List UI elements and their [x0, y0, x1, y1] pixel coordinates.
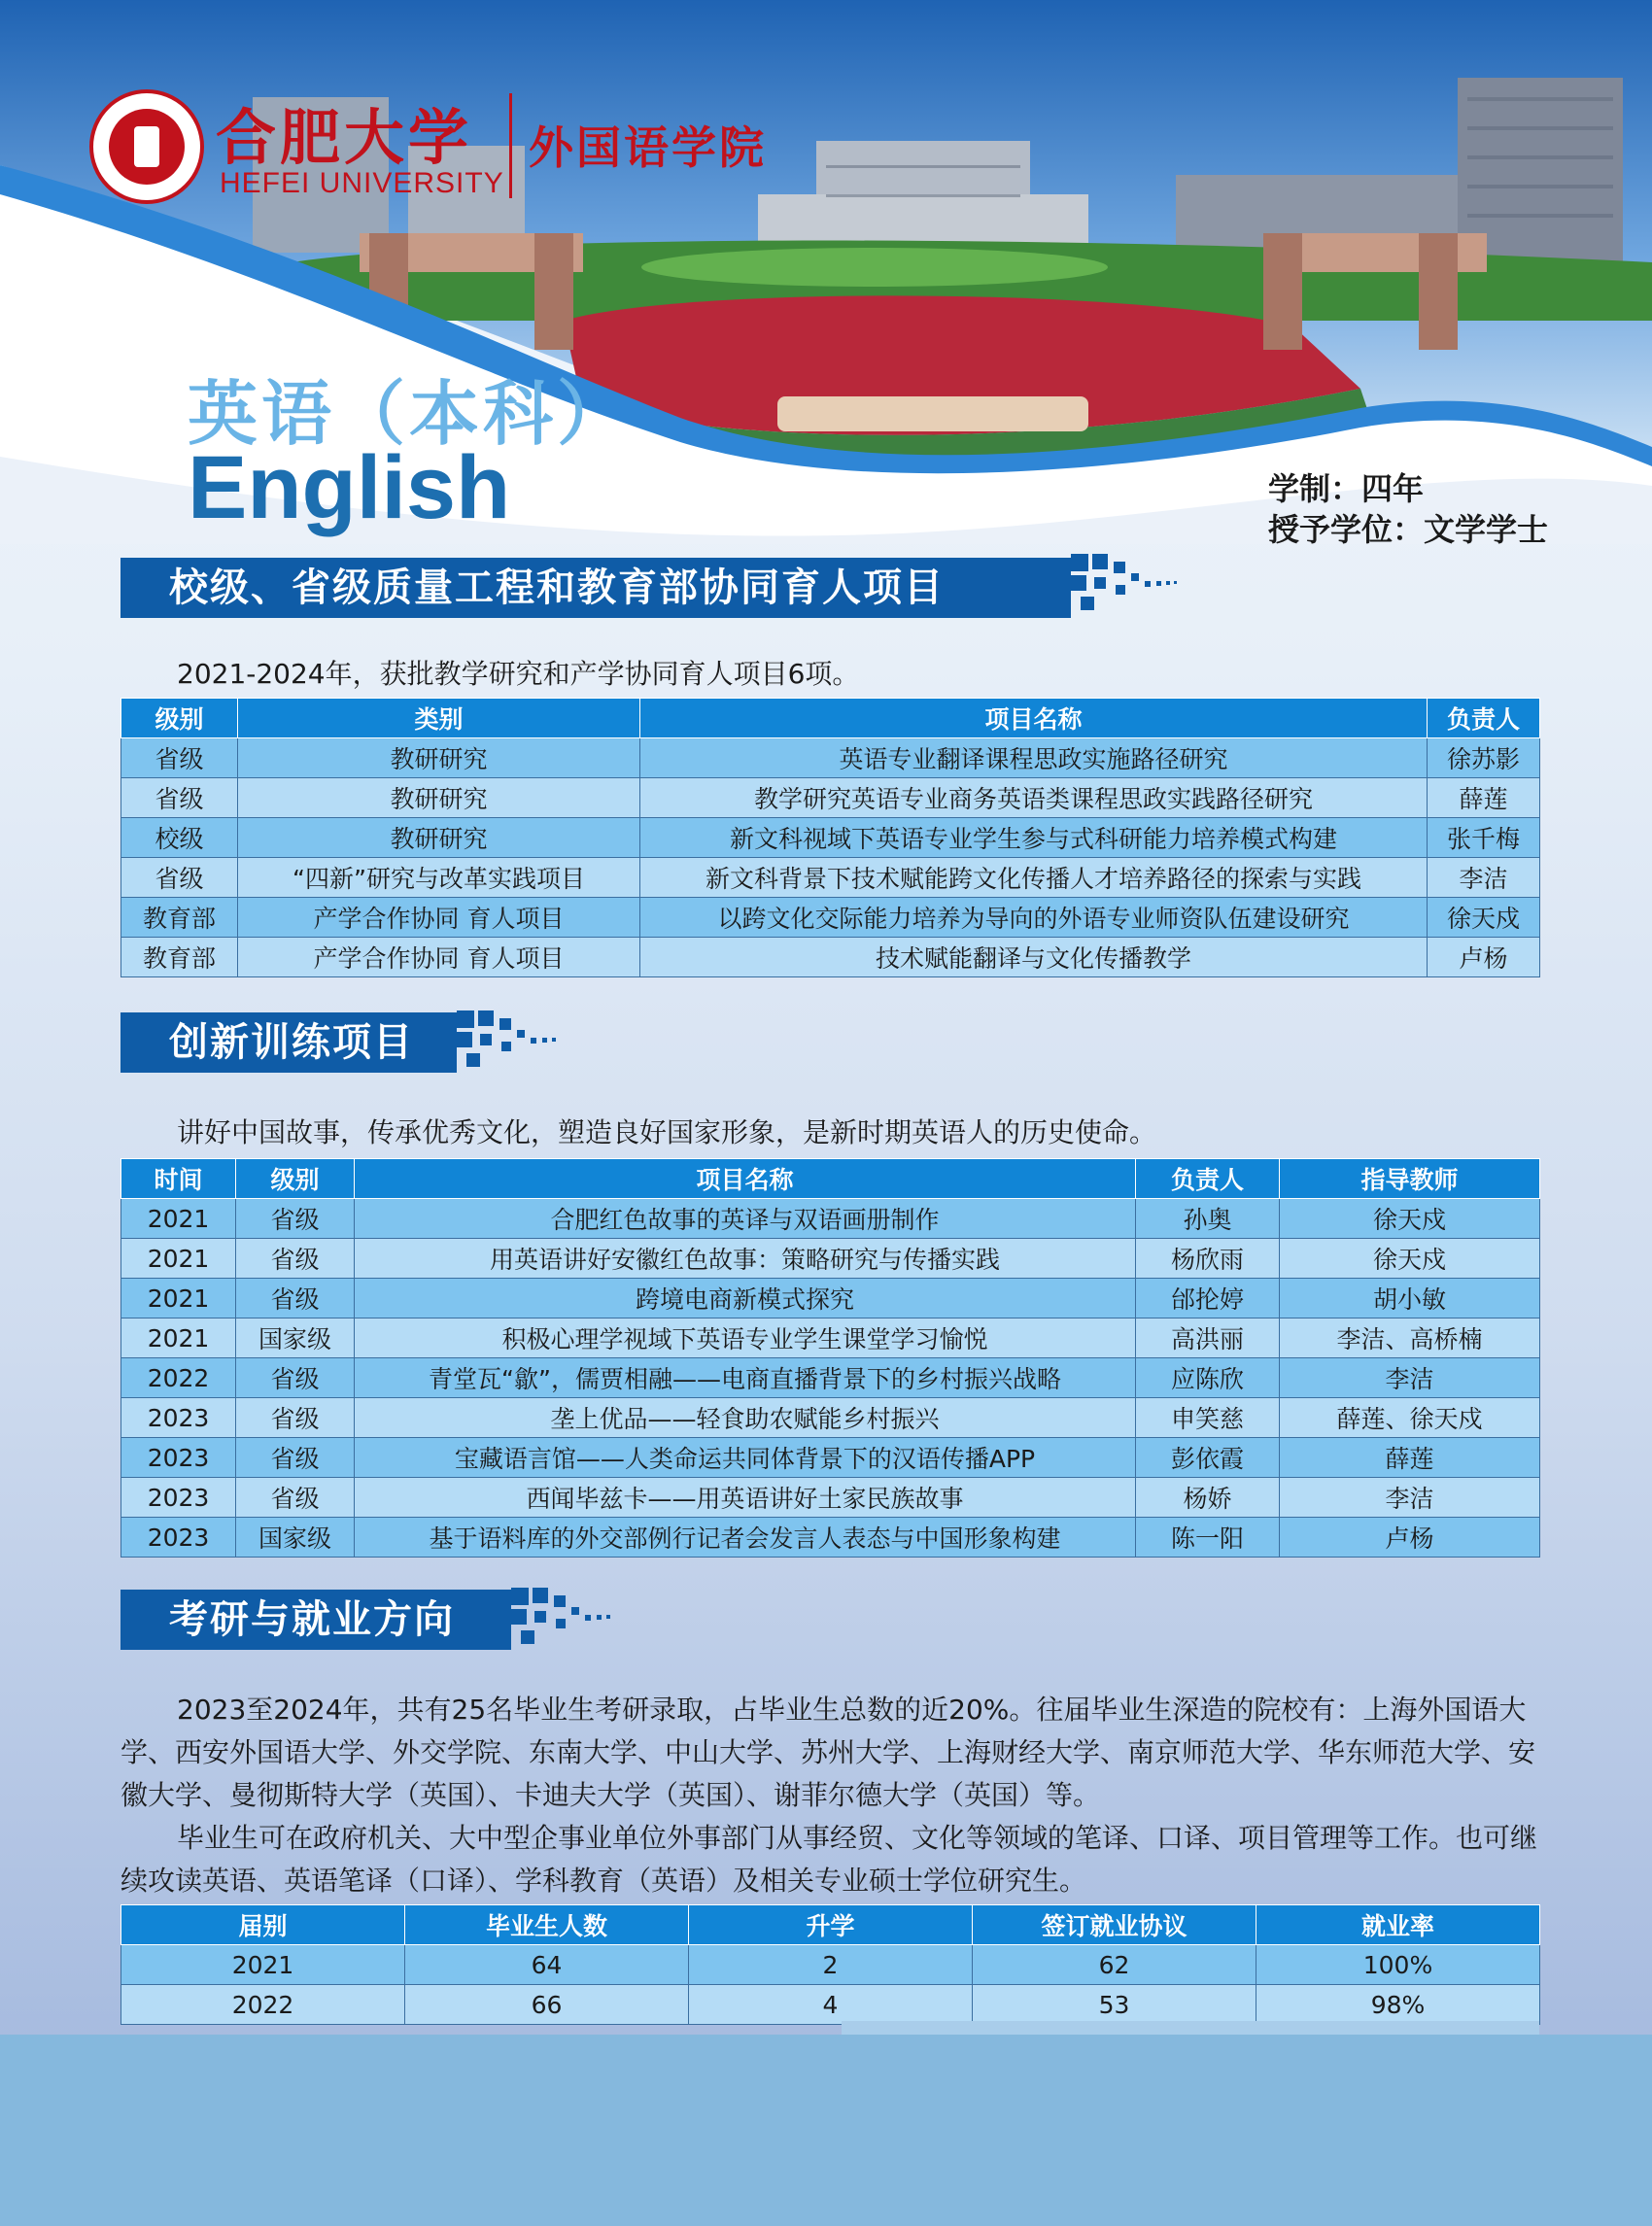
table-cell: 彭依霞 [1136, 1438, 1280, 1478]
table-cell: 2023 [121, 1518, 236, 1558]
major-title-cn: 英语（本科） [188, 373, 632, 455]
table-cell: 徐苏影 [1428, 738, 1540, 778]
table-cell: 2021 [121, 1239, 236, 1279]
table-cell: 跨境电商新模式探究 [355, 1279, 1136, 1318]
logo-text-en: HEFEI UNIVERSITY [220, 167, 504, 199]
table-cell: 薛莲 [1428, 778, 1540, 818]
table-row [121, 1199, 1540, 1239]
col-header: 负责人 [1136, 1159, 1280, 1199]
table-cell: 张千梅 [1428, 818, 1540, 858]
table-cell: 卢杨 [1428, 938, 1540, 977]
bottom-band [0, 2035, 1652, 2226]
table-cell: 以跨文化交际能力培养为导向的外语专业师资队伍建设研究 [640, 898, 1428, 938]
table-cell: 省级 [121, 738, 238, 778]
col-header: 升学 [689, 1905, 973, 1945]
col-header: 项目名称 [640, 699, 1428, 738]
section3-text [120, 1689, 1539, 1902]
table-cell: 2 [689, 1945, 973, 1985]
employment-table [120, 1904, 1540, 2025]
table-cell: “四新”研究与改革实践项目 [238, 858, 640, 898]
table-cell: 胡小敏 [1280, 1279, 1540, 1318]
table-cell: 教研研究 [238, 818, 640, 858]
table-cell: 新文科视域下英语专业学生参与式科研能力培养模式构建 [640, 818, 1428, 858]
table-row [121, 778, 1540, 818]
table-row [121, 858, 1540, 898]
table-cell: 产学合作协同 育人项目 [238, 938, 640, 977]
table-cell: 李洁 [1280, 1478, 1540, 1518]
table-cell: 产学合作协同 育人项目 [238, 898, 640, 938]
table-cell: 2023 [121, 1398, 236, 1438]
table-cell: 教研研究 [238, 738, 640, 778]
col-header: 届别 [121, 1905, 405, 1945]
table-cell: 教育部 [121, 898, 238, 938]
section2-intro: 讲好中国故事，传承优秀文化，塑造良好国家形象，是新时期英语人的历史使命。 [177, 1116, 1157, 1148]
table-cell: 基于语料库的外交部例行记者会发言人表态与中国形象构建 [355, 1518, 1136, 1558]
table-cell: 2021 [121, 1318, 236, 1358]
table-cell: 2022 [121, 1358, 236, 1398]
table-cell: 校级 [121, 818, 238, 858]
table-cell: 英语专业翻译课程思政实施路径研究 [640, 738, 1428, 778]
col-header: 时间 [121, 1159, 236, 1199]
table-header-row [121, 1905, 1540, 1945]
table-row [121, 1318, 1540, 1358]
table-row [121, 1358, 1540, 1398]
table-cell: 徐天戍 [1280, 1199, 1540, 1239]
table-row [121, 1945, 1540, 1985]
table-cell: 新文科背景下技术赋能跨文化传播人才培养路径的探索与实践 [640, 858, 1428, 898]
table-cell: 国家级 [236, 1518, 355, 1558]
table-cell: 陈一阳 [1136, 1518, 1280, 1558]
table-cell: 2022 [121, 1985, 405, 2025]
table-row [121, 1478, 1540, 1518]
col-header: 就业率 [1256, 1905, 1540, 1945]
table-row [121, 1518, 1540, 1558]
section3-paragraph: 2023至2024年，共有25名毕业生考研录取，占毕业生总数的近20%。往届毕业生深造的院校有：上海外国语大学、西安外国语大学、外交学院、东南大学、中山大学、苏州大学、上海财经大学、南京师范大学、华东师范大学、安徽大学、曼彻斯特大学（英国）、卡迪夫大学（英国）、谢菲尔德大学（英国）等。 [120, 1694, 1536, 1811]
table-cell: 宝藏语言馆——人类命运共同体背景下的汉语传播APP [355, 1438, 1136, 1478]
table-cell: 2021 [121, 1199, 236, 1239]
col-header: 签订就业协议 [973, 1905, 1256, 1945]
table-cell: 64 [405, 1945, 689, 1985]
col-header: 级别 [236, 1159, 355, 1199]
table-cell: 省级 [236, 1199, 355, 1239]
program-meta [1268, 468, 1548, 550]
table-header-row [121, 699, 1540, 738]
table-cell: 李洁 [1280, 1358, 1540, 1398]
table-cell: 薛莲、徐天戍 [1280, 1398, 1540, 1438]
col-header: 毕业生人数 [405, 1905, 689, 1945]
table-cell: 申笑慈 [1136, 1398, 1280, 1438]
table-row [121, 898, 1540, 938]
section-heading-innovation: 创新训练项目 [120, 1012, 457, 1073]
major-title-en: English [188, 438, 511, 537]
table-cell: 李洁 [1428, 858, 1540, 898]
table-cell: 省级 [236, 1279, 355, 1318]
table-cell: 孙奥 [1136, 1199, 1280, 1239]
table-cell: 省级 [236, 1478, 355, 1518]
table-cell: 教育部 [121, 938, 238, 977]
table-cell: 教研研究 [238, 778, 640, 818]
logo-text-cn: 合肥大学 [216, 102, 473, 173]
table-cell: 2021 [121, 1945, 405, 1985]
table-cell: 62 [973, 1945, 1256, 1985]
table-cell: 李洁、高桥楠 [1280, 1318, 1540, 1358]
section-heading-projects: 校级、省级质量工程和教育部协同育人项目 [120, 558, 1071, 618]
university-seal-icon [89, 89, 204, 204]
table-row [121, 1985, 1540, 2025]
table-cell: 杨欣雨 [1136, 1239, 1280, 1279]
table-cell: 杨娇 [1136, 1478, 1280, 1518]
section3-paragraph: 毕业生可在政府机关、大中型企事业单位外事部门从事经贸、文化等领域的笔译、口译、项目管理等工作。也可继续攻读英语、英语笔译（口译）、学科教育（英语）及相关专业硕士学位研究生。 [120, 1822, 1538, 1897]
table-cell: 100% [1256, 1945, 1540, 1985]
table-cell: 2023 [121, 1478, 236, 1518]
table-row [121, 938, 1540, 977]
table-row [121, 1398, 1540, 1438]
table-cell: 省级 [121, 858, 238, 898]
col-header: 级别 [121, 699, 238, 738]
table-cell: 邰抡婷 [1136, 1279, 1280, 1318]
table-cell: 徐天戍 [1280, 1239, 1540, 1279]
table-cell: 青堂瓦“歙”，儒贾相融——电商直播背景下的乡村振兴战略 [355, 1358, 1136, 1398]
table-header-row [121, 1159, 1540, 1199]
col-header: 指导教师 [1280, 1159, 1540, 1199]
degree-label: 授予学位：文学学士 [1268, 511, 1549, 548]
table-cell: 省级 [236, 1438, 355, 1478]
school-name: 外国语学院 [529, 121, 767, 174]
col-header: 负责人 [1428, 699, 1540, 738]
table-cell: 98% [1256, 1985, 1540, 2025]
table-cell: 4 [689, 1985, 973, 2025]
logo-divider [509, 93, 512, 198]
table-cell: 西闻毕兹卡——用英语讲好土家民族故事 [355, 1478, 1136, 1518]
table-cell: 用英语讲好安徽红色故事：策略研究与传播实践 [355, 1239, 1136, 1279]
table-row [121, 1239, 1540, 1279]
table-cell: 技术赋能翻译与文化传播教学 [640, 938, 1428, 977]
table-cell: 国家级 [236, 1318, 355, 1358]
table-cell: 2021 [121, 1279, 236, 1318]
table-cell: 省级 [121, 778, 238, 818]
table-cell: 合肥红色故事的英译与双语画册制作 [355, 1199, 1136, 1239]
table-row [121, 818, 1540, 858]
col-header: 类别 [238, 699, 640, 738]
table-cell: 53 [973, 1985, 1256, 2025]
section1-intro: 2021-2024年，获批教学研究和产学协同育人项目6项。 [177, 658, 860, 690]
table-cell: 垄上优品——轻食助农赋能乡村振兴 [355, 1398, 1136, 1438]
table-row [121, 1438, 1540, 1478]
section-heading-career: 考研与就业方向 [120, 1590, 511, 1650]
innovation-table [120, 1158, 1540, 1558]
table-cell: 66 [405, 1985, 689, 2025]
table-cell: 教学研究英语专业商务英语类课程思政实践路径研究 [640, 778, 1428, 818]
table-cell: 积极心理学视域下英语专业学生课堂学习愉悦 [355, 1318, 1136, 1358]
table-cell: 2023 [121, 1438, 236, 1478]
table-row [121, 1279, 1540, 1318]
duration-label: 学制：四年 [1268, 470, 1425, 507]
table-cell: 高洪丽 [1136, 1318, 1280, 1358]
table-cell: 省级 [236, 1358, 355, 1398]
projects-table [120, 698, 1540, 977]
table-cell: 卢杨 [1280, 1518, 1540, 1558]
table-cell: 应陈欣 [1136, 1358, 1280, 1398]
table-cell: 省级 [236, 1398, 355, 1438]
table-row [121, 738, 1540, 778]
col-header: 项目名称 [355, 1159, 1136, 1199]
table-cell: 省级 [236, 1239, 355, 1279]
table-cell: 薛莲 [1280, 1438, 1540, 1478]
page-cutoff-patch [842, 2021, 1539, 2035]
table-cell: 徐天戍 [1428, 898, 1540, 938]
university-logo [89, 89, 789, 206]
